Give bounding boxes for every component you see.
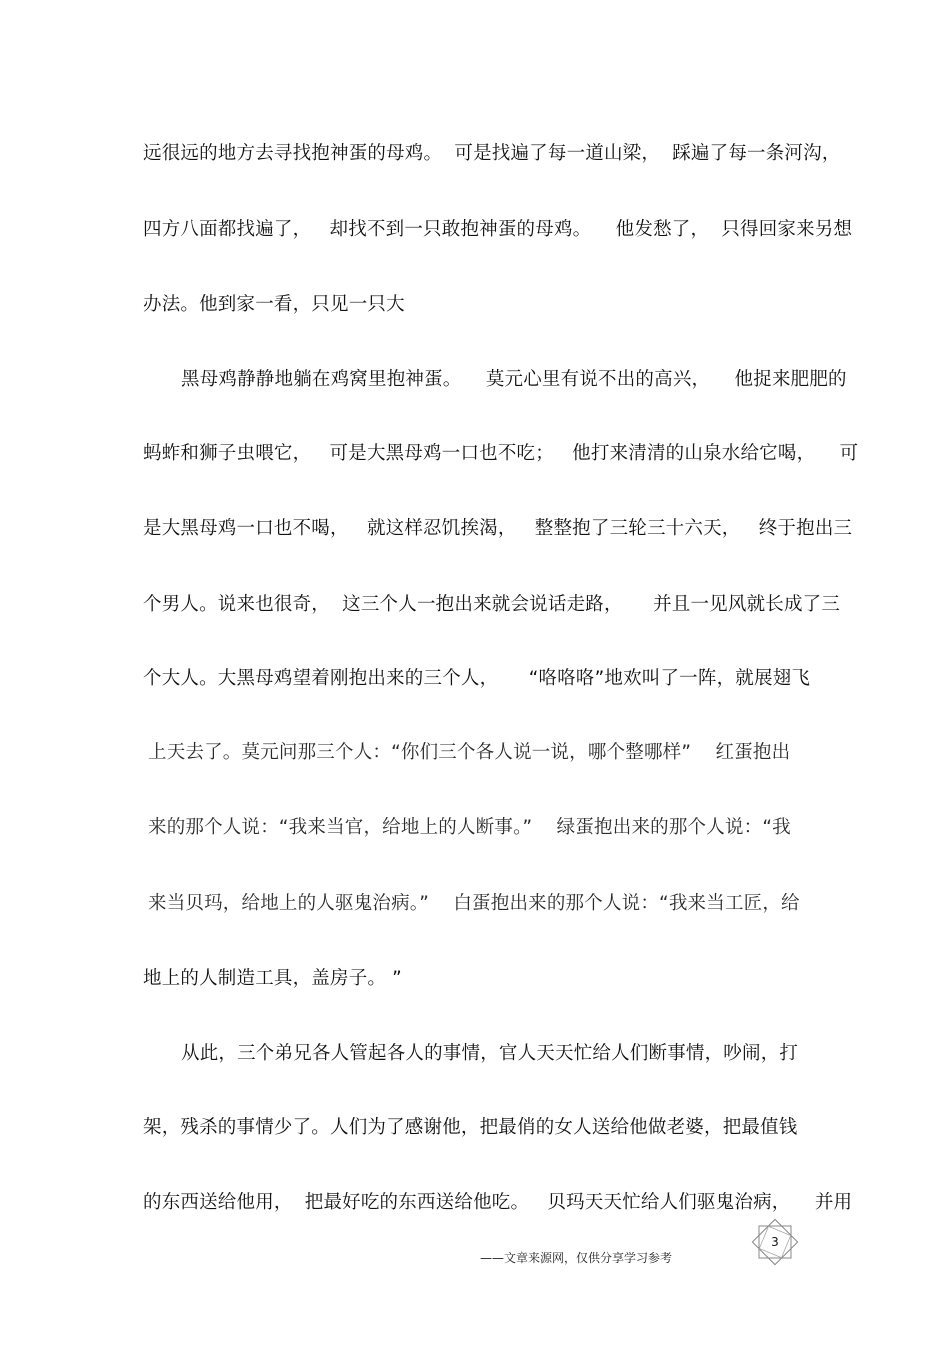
text-line: 上天去了。莫元问那三个人：“你们三个各人说一说，哪个整哪样” 红蛋抱出 [148, 742, 791, 763]
text-line: 来当贝玛，给地上的人驱鬼治病。” 白蛋抱出来的那个人说：“我来当工匠，给 [148, 893, 800, 914]
text-line: 蚂蚱和狮子虫喂它， 可是大黑母鸡一口也不吃； 他打来清清的山泉水给它喝， 可 [143, 443, 859, 464]
text-line: 架，残杀的事情少了。人们为了感谢他，把最俏的女人送给他做老婆，把最值钱 [143, 1117, 798, 1138]
text-line: 四方八面都找遍了， 却找不到一只敢抱神蛋的母鸡。 他发愁了， 只得回家来另想 [143, 219, 853, 240]
text-line: 远很远的地方去寻找抱神蛋的母鸡。 可是找遍了每一道山梁， 踩遍了每一条河沟， [143, 143, 841, 164]
text-line: 办法。他到家一看，只见一只大 [143, 294, 405, 315]
text-line: 来的那个人说：“我来当官，给地上的人断事。” 绿蛋抱出来的那个人说：“我 [148, 817, 791, 838]
text-line: 是大黑母鸡一口也不喝， 就这样忍饥挨渴， 整整抱了三轮三十六天， 终于抱出三 [143, 518, 853, 539]
text-line: 从此，三个弟兄各人管起各人的事情，官人天天忙给人们断事情，吵闹，打 [181, 1043, 799, 1064]
text-line: 个大人。大黑母鸡望着刚抱出来的三个人， “咯咯咯”地欢叫了一阵，就展翅飞 [143, 668, 811, 689]
source-note: ——文章来源网，仅供分享学习参考 [480, 1251, 673, 1265]
page-number-badge [749, 1216, 801, 1268]
text-line: 个男人。说来也很奇， 这三个人一抱出来就会说话走路， 并且一见风就长成了三 [143, 594, 841, 615]
page-number: 3 [771, 1235, 779, 1249]
text-line: 黑母鸡静静地躺在鸡窝里抱神蛋。 莫元心里有说不出的高兴， 他捉来肥肥的 [181, 369, 847, 390]
text-line: 地上的人制造工具，盖房子。 ” [143, 968, 402, 989]
text-line: 的东西送给他用， 把最好吃的东西送给他吃。 贝玛天天忙给人们驱鬼治病， 并用 [143, 1192, 853, 1213]
